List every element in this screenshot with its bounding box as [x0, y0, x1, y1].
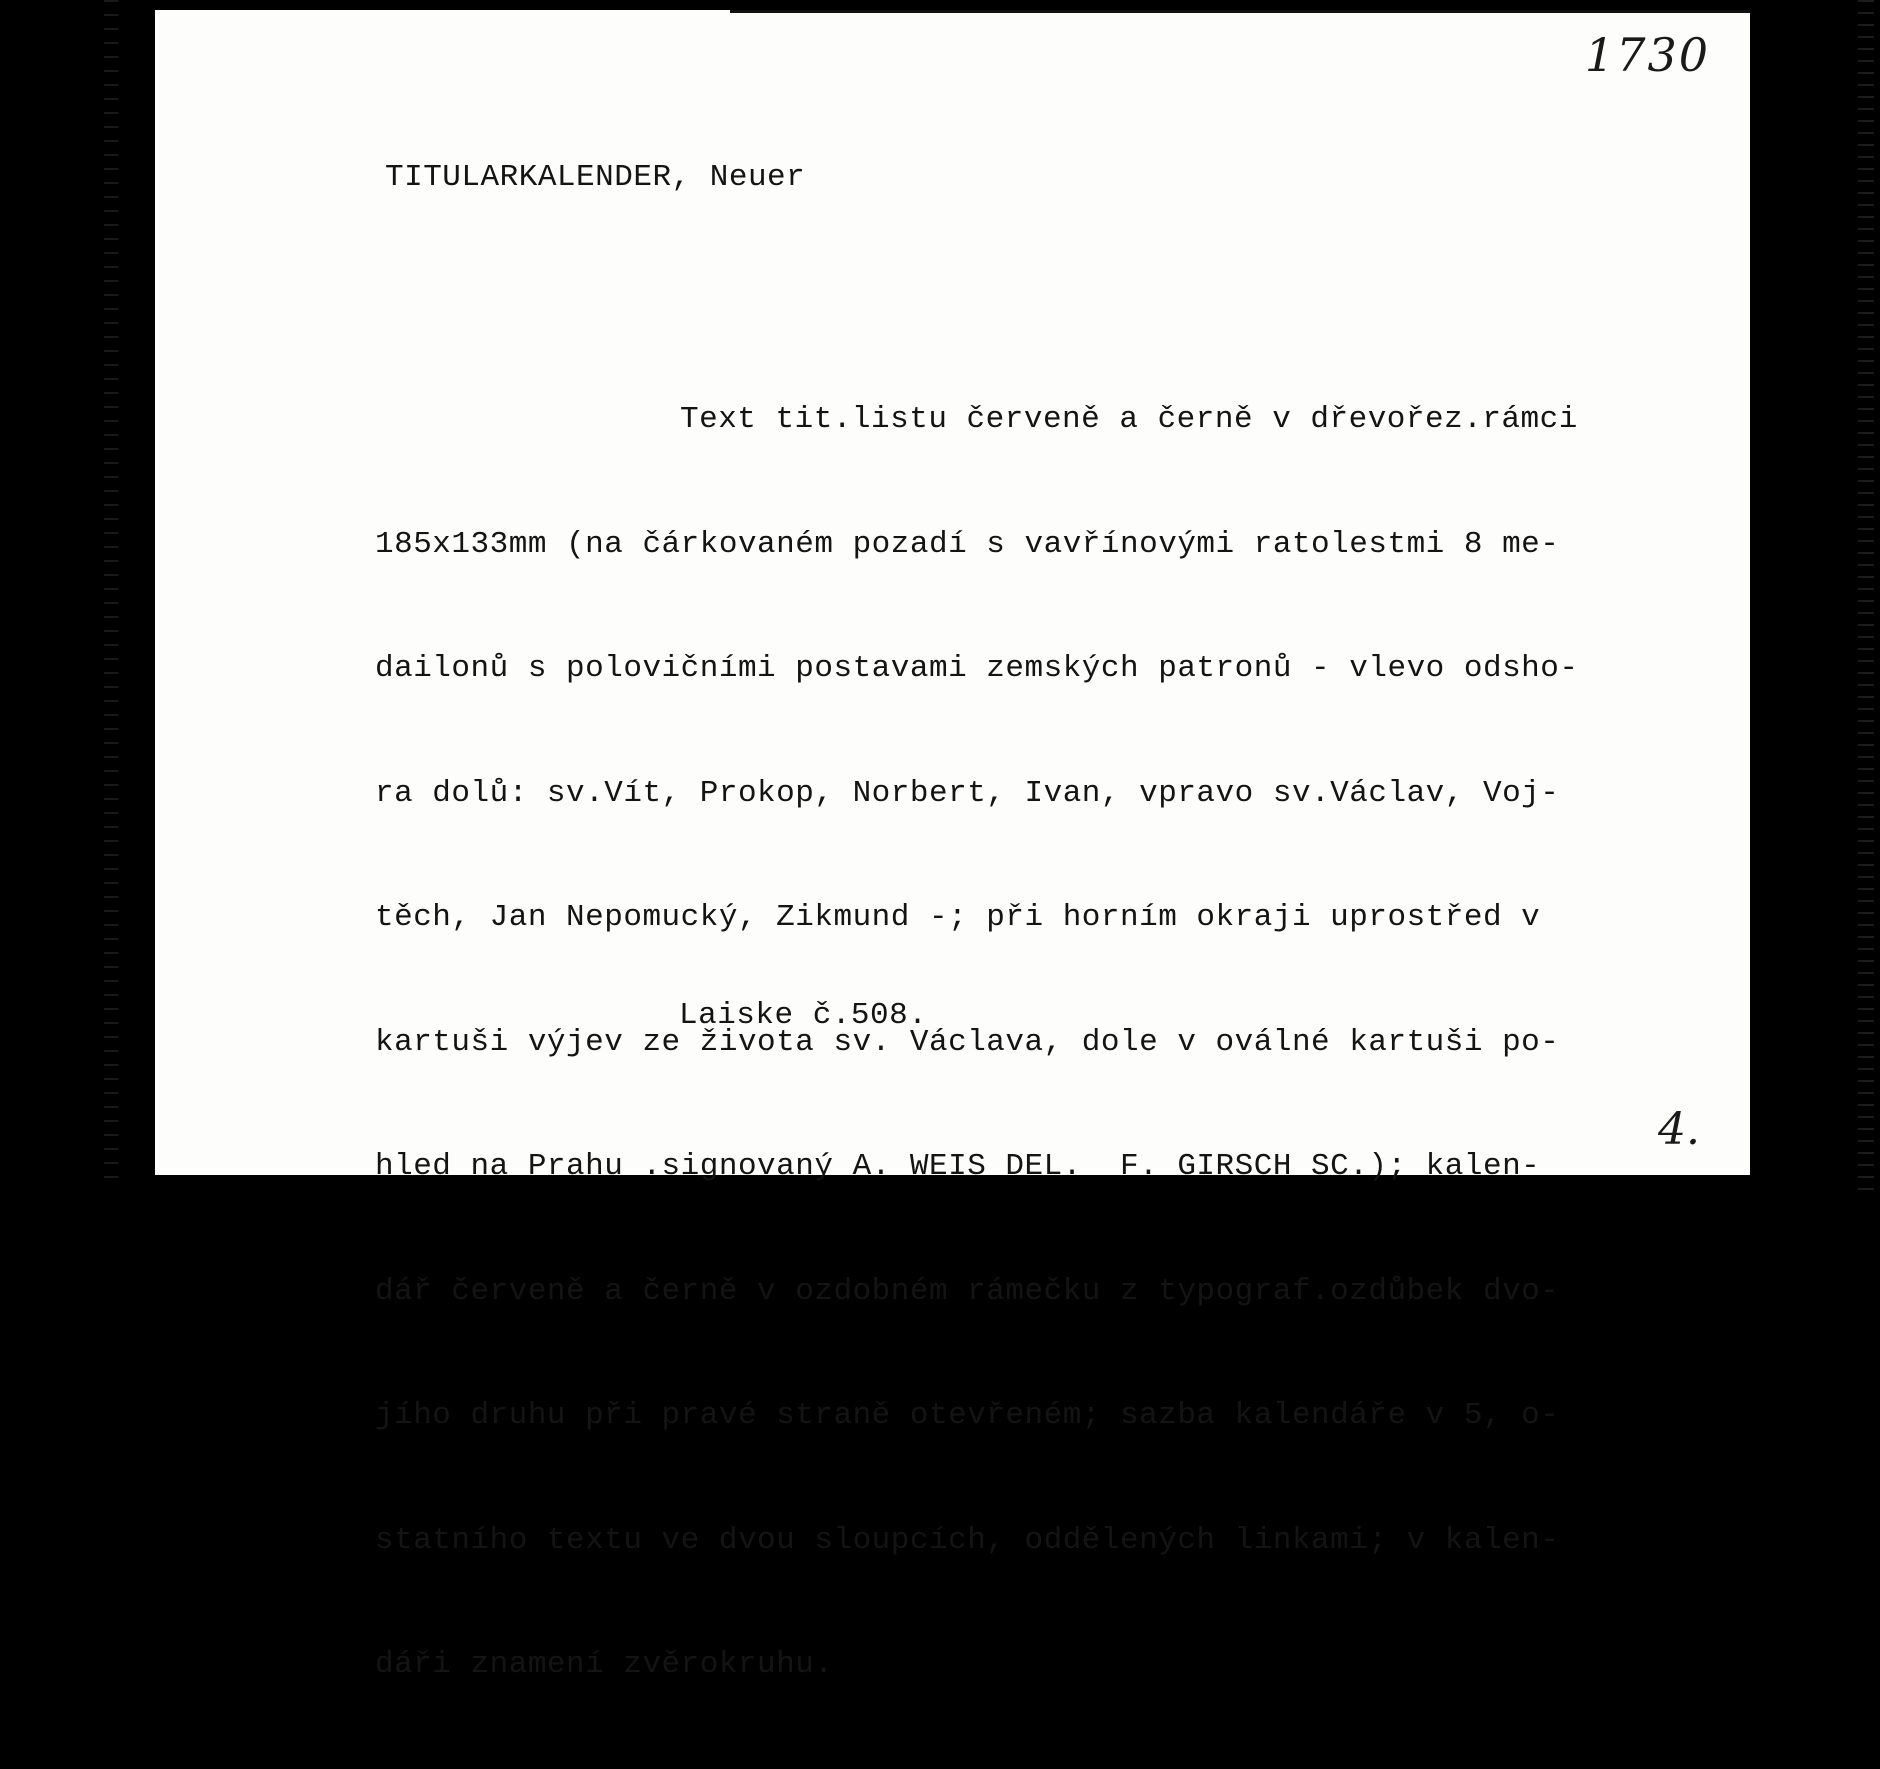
description-line: 185x133mm (na čárkovaném pozadí s vavřínovými ratolestmi 8 me- [375, 526, 1560, 562]
card-number: 1730 [1584, 28, 1710, 82]
scan-noise-left [104, 0, 118, 1190]
description-line: dailonů s polovičními postavami zemských patronů - vlevo odsho- [375, 651, 1579, 686]
bibliographic-reference: Laiske č.508. [679, 998, 928, 1033]
description-line: kartuši výjev ze života sv. Václava, dole v oválné kartuši po- [375, 1024, 1560, 1060]
description-line: jího druhu při pravé straně otevřeném; sazba kalendáře v 5, o- [375, 1398, 1560, 1433]
card-title: TITULARKALENDER, Neuer [385, 160, 806, 195]
description-line: hled na Prahu .signovaný A. WEIS DEL. F. GIRSCH SC.); kalen- [375, 1149, 1541, 1184]
description-line: těch, Jan Nepomucký, Zikmund -; při horním okraji uprostřed v [375, 900, 1541, 935]
description-line: dář červeně a černě v ozdobném rámečku z typograf.ozdůbek dvo- [375, 1273, 1560, 1309]
corner-handwritten-mark: 4. [1658, 1104, 1700, 1155]
description-line: statního textu ve dvou sloupcích, oddělených linkami; v kalen- [375, 1522, 1560, 1558]
card-top-edge-line [730, 10, 1750, 13]
description-line: Text tit.listu červeně a černě v dřevořez.rámci [680, 402, 1578, 437]
card-description [375, 316, 1579, 1769]
description-line: ra dolů: sv.Vít, Prokop, Norbert, Ivan, vpravo sv.Václav, Voj- [375, 775, 1560, 811]
scan-noise-right [1858, 0, 1874, 1190]
description-line: dáři znamení zvěrokruhu. [375, 1647, 834, 1682]
catalog-card [155, 10, 1750, 1682]
